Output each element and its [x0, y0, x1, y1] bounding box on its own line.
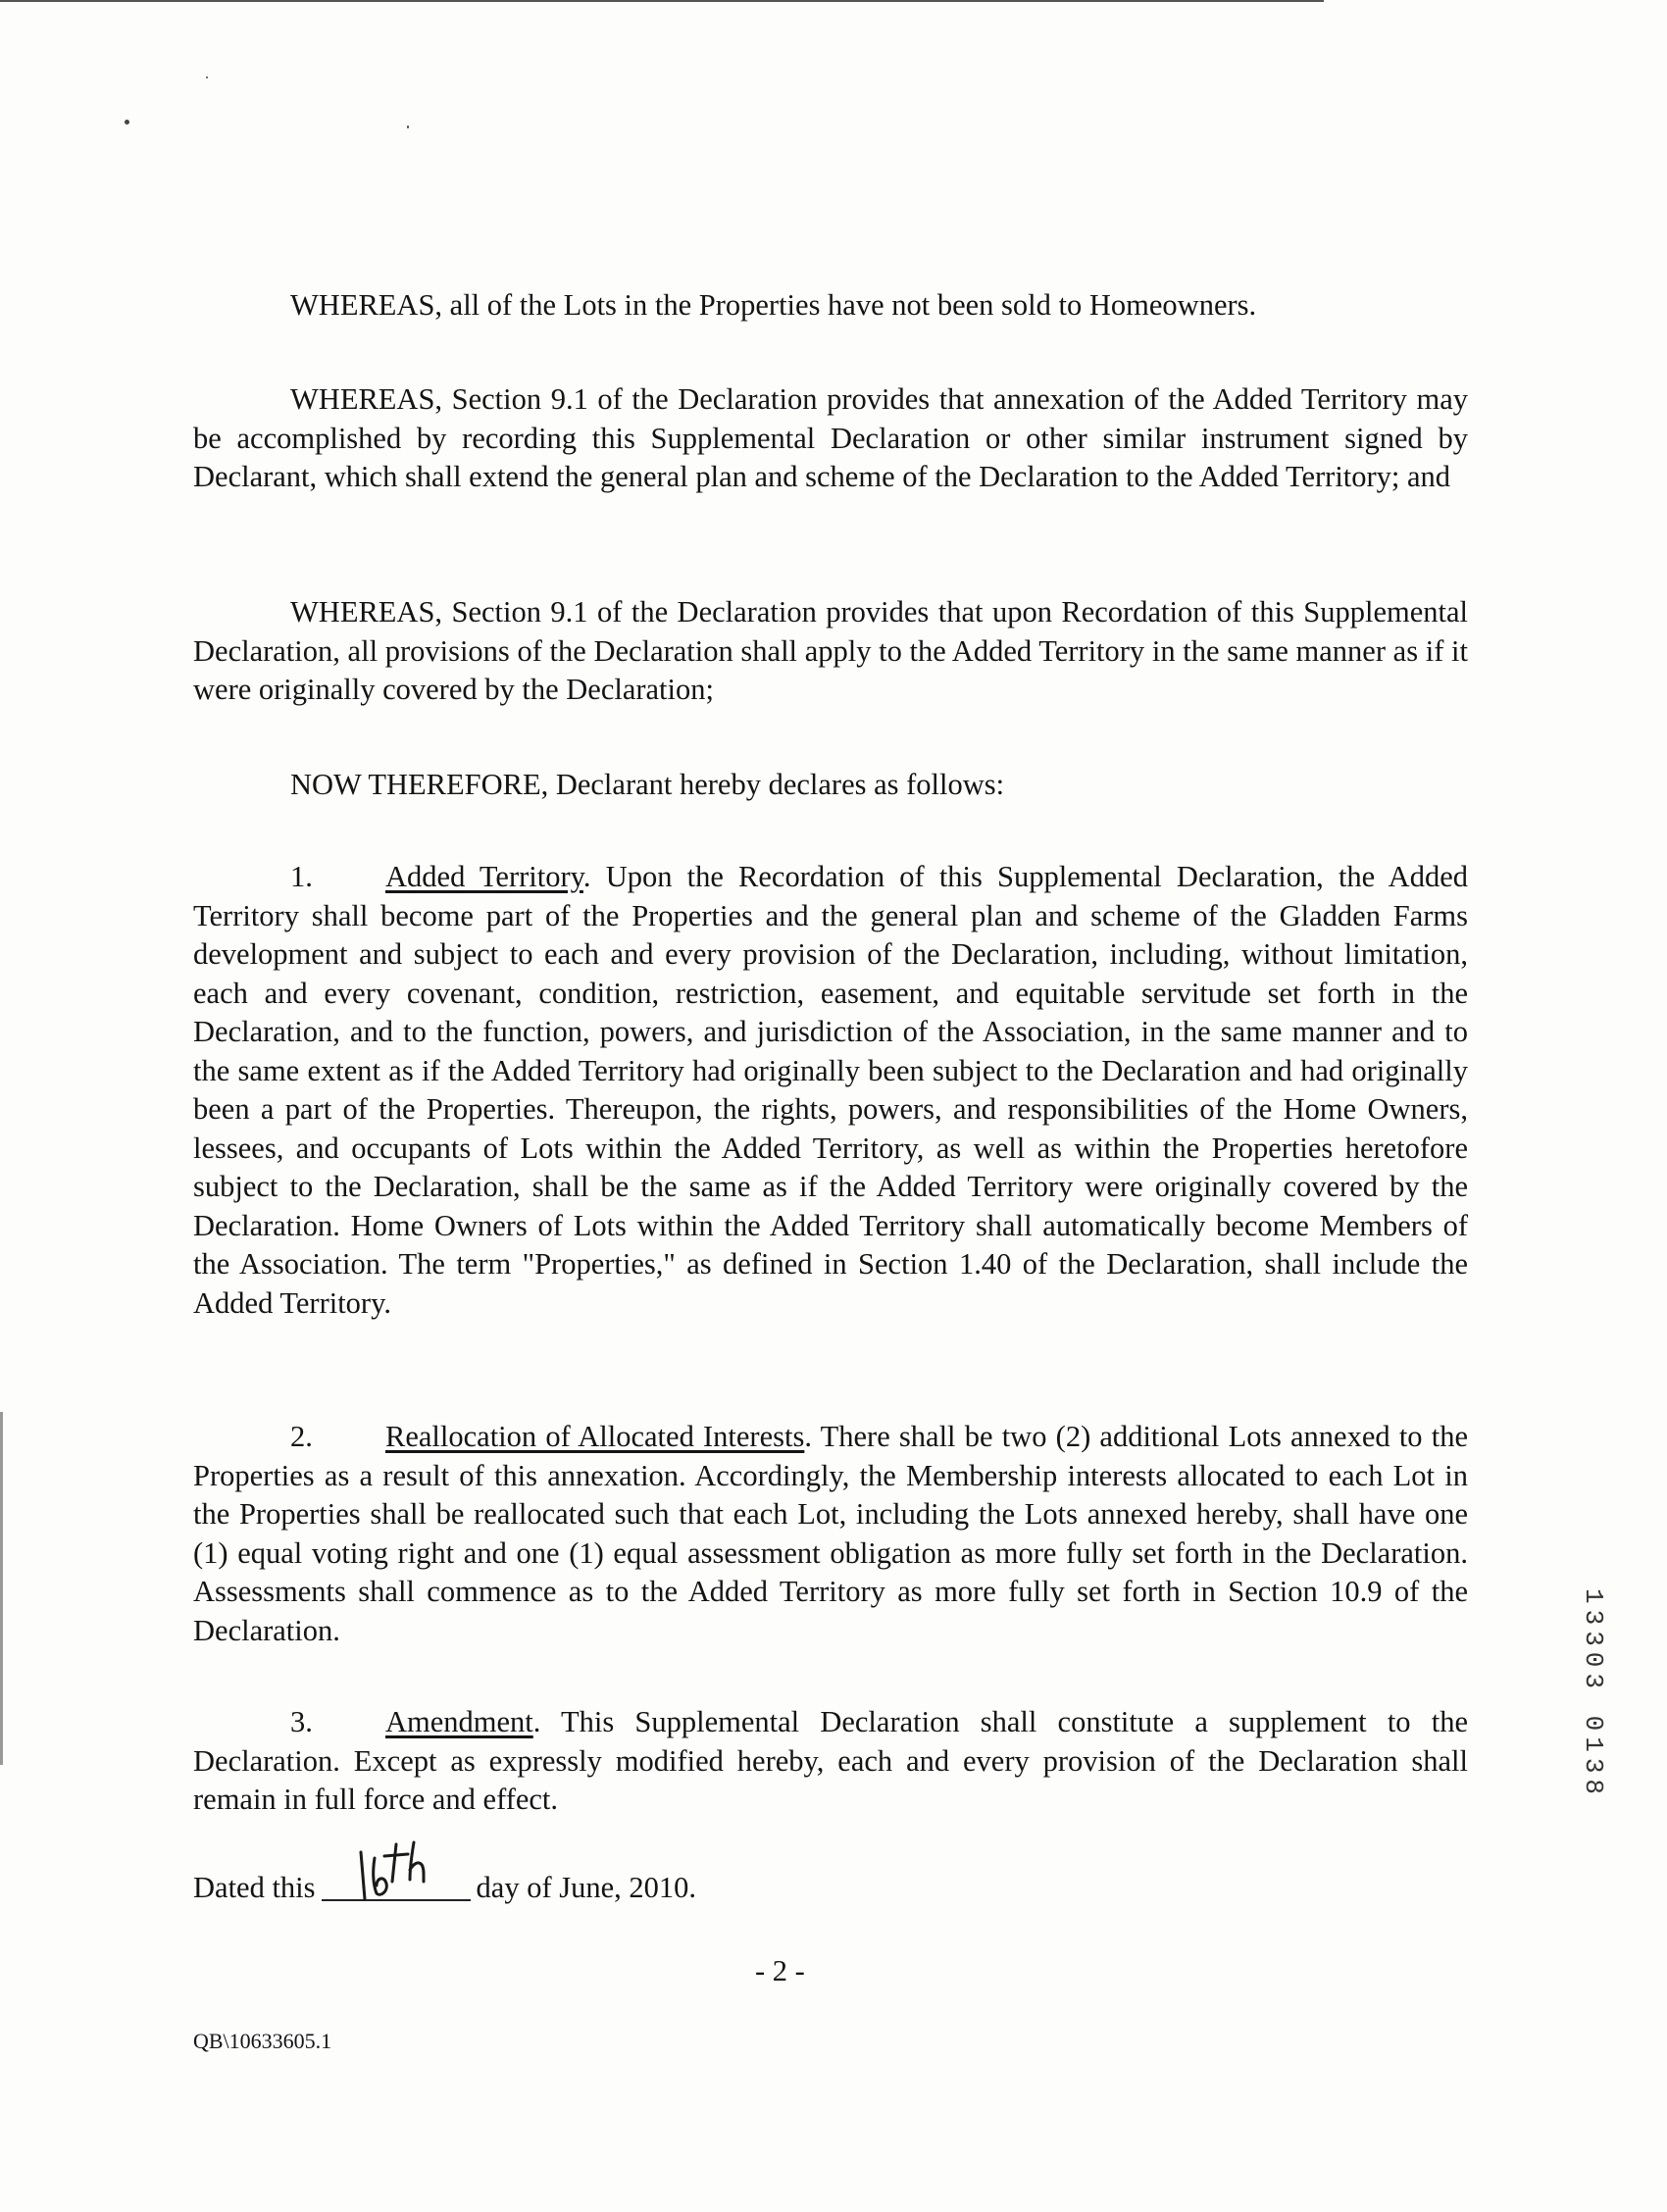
section-amendment — [193, 1703, 1468, 1820]
document-id: QB\10633605.1 — [193, 2029, 332, 2053]
section-body: . There shall be two (2) additional Lots annexed to the Properties as a result of this annexation. Accordingly, the Membership interests allocated to each Lot in the Properties shall be reallocated such that each Lot, including the Lots annexed hereby, shall have one (1) equal voting right and one (1) equal assessment obligation as more fully set forth in the Declaration. Assessments shall commence as to the Added Territory as more fully set forth in Section 10.9 of the Declaration. — [193, 1420, 1468, 1647]
section-body: . This Supplemental Declaration shall constitute a supplement to the Declaration. Except as expressly modified hereby, each and every provision of the Declaration shall remain in full force and effect. — [193, 1705, 1468, 1816]
section-reallocation — [193, 1418, 1468, 1650]
handwritten-day — [351, 1840, 459, 1901]
scan-speck — [125, 120, 129, 125]
section-added-territory — [193, 858, 1468, 1323]
section-body: . Upon the Recordation of this Supplemental Declaration, the Added Territory shall become part of the Properties and the general plan and scheme of the Gladden Farms development and subject to each and every provision of the Declaration, including, without limitation, each and every covenant, condition, restriction, easement, and equitable servitude set forth in the Declaration, and to the function, powers, and jurisdiction of the Association, in the same manner and to the same extent as if the Added Territory had originally been subject to the Declaration and had originally been a part of the Properties. Thereupon, the rights, powers, and responsibilities of the Home Owners, lessees, and occupants of Lots within the Added Territory, as well as within the Properties heretofore subject to the Declaration, shall be the same as if the Added Territory were originally covered by the Declaration. Home Owners of Lots within the Added Territory shall automatically become Members of the Association. The term "Properties," as defined in Section 1.40 of the Declaration, shall include the Added Territory. — [193, 860, 1468, 1320]
scan-top-edge — [0, 0, 1324, 2]
whereas-annexation-paragraph: WHEREAS, Section 9.1 of the Declaration provides that annexation of the Added Territory may be accomplished by recording this Supplemental Declaration or other similar instrument signed by Declarant, which shall extend the general plan and scheme of the Declaration to the Added Territory; and — [193, 382, 1468, 493]
date-blank — [322, 1870, 471, 1901]
section-number: 2. — [290, 1420, 313, 1453]
section-number: 3. — [290, 1705, 313, 1738]
page-number: - 2 - — [755, 1954, 805, 1987]
scan-speck — [407, 126, 409, 128]
now-therefore-paragraph: NOW THEREFORE, Declarant hereby declares as follows: — [290, 768, 1005, 801]
section-heading: Reallocation of Allocated Interests — [385, 1420, 805, 1453]
whereas-lots-paragraph: WHEREAS, all of the Lots in the Properties have not been sold to Homeowners. — [290, 288, 1257, 322]
section-heading: Amendment — [385, 1705, 533, 1738]
section-number: 1. — [290, 860, 313, 893]
scan-left-edge — [0, 1412, 3, 1765]
scan-speck — [206, 76, 208, 78]
whereas-recordation-paragraph: WHEREAS, Section 9.1 of the Declaration provides that upon Recordation of this Supplemental Declaration, all provisions of the Declaration shall apply to the Added Territory in the same manner as if it were originally covered by the Declaration; — [193, 595, 1468, 706]
dated-line: Dated this day of June, 2010. — [193, 1868, 696, 1907]
recording-stamp: 13303 0138 — [1579, 1588, 1608, 1801]
section-heading: Added Territory — [385, 860, 583, 893]
